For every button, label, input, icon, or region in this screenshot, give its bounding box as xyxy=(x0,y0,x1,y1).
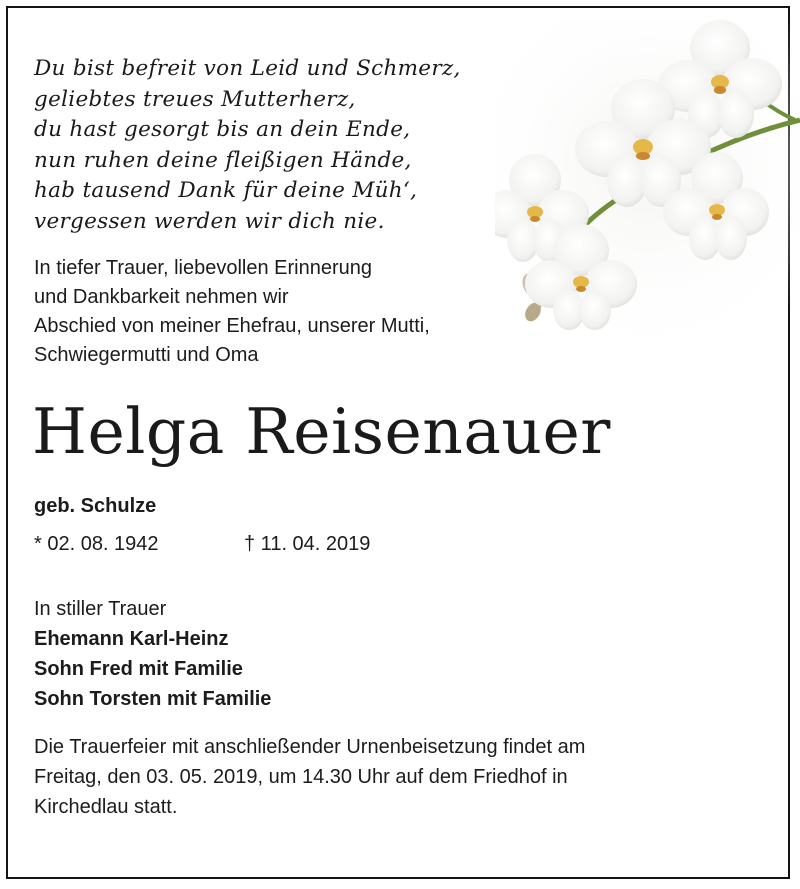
poem-line: geliebtes treues Mutterherz, xyxy=(34,86,356,112)
mourner-name: Ehemann Karl-Heinz xyxy=(34,628,229,650)
deceased-name: Helga Reisenauer xyxy=(32,395,611,468)
memorial-poem xyxy=(34,54,461,237)
intro-line: Abschied von meiner Ehefrau, unserer Mutti, xyxy=(34,315,430,337)
mourner-name: Sohn Torsten mit Familie xyxy=(34,688,272,710)
mourners-list xyxy=(34,594,271,714)
announcement-intro xyxy=(34,254,430,370)
ceremony-info xyxy=(34,732,585,822)
birth-name: geb. Schulze xyxy=(34,495,157,517)
mourner-name: Sohn Fred mit Familie xyxy=(34,658,243,680)
poem-line: vergessen werden wir dich nie. xyxy=(34,208,385,234)
death-date: † 11. 04. 2019 xyxy=(244,533,371,555)
ceremony-line: Die Trauerfeier mit anschließender Urnenbeisetzung findet am xyxy=(34,736,586,758)
intro-line: und Dankbarkeit nehmen wir xyxy=(34,286,289,308)
birth-date: * 02. 08. 1942 xyxy=(34,533,159,555)
ceremony-line: Kirchedlau statt. xyxy=(34,796,178,818)
poem-line: hab tausend Dank für deine Müh‘, xyxy=(34,178,418,203)
intro-line: Schwiegermutti und Oma xyxy=(34,344,259,366)
poem-line: Du bist befreit von Leid und Schmerz, xyxy=(34,56,461,81)
mourners-heading: In stiller Trauer xyxy=(34,598,167,620)
poem-line: nun ruhen deine fleißigen Hände, xyxy=(34,147,412,173)
ceremony-line: Freitag, den 03. 05. 2019, um 14.30 Uhr auf dem Friedhof in xyxy=(34,766,568,788)
orchid-image xyxy=(495,20,800,340)
poem-line: du hast gesorgt bis an dein Ende, xyxy=(34,117,411,142)
intro-line: In tiefer Trauer, liebevollen Erinnerung xyxy=(34,257,372,279)
